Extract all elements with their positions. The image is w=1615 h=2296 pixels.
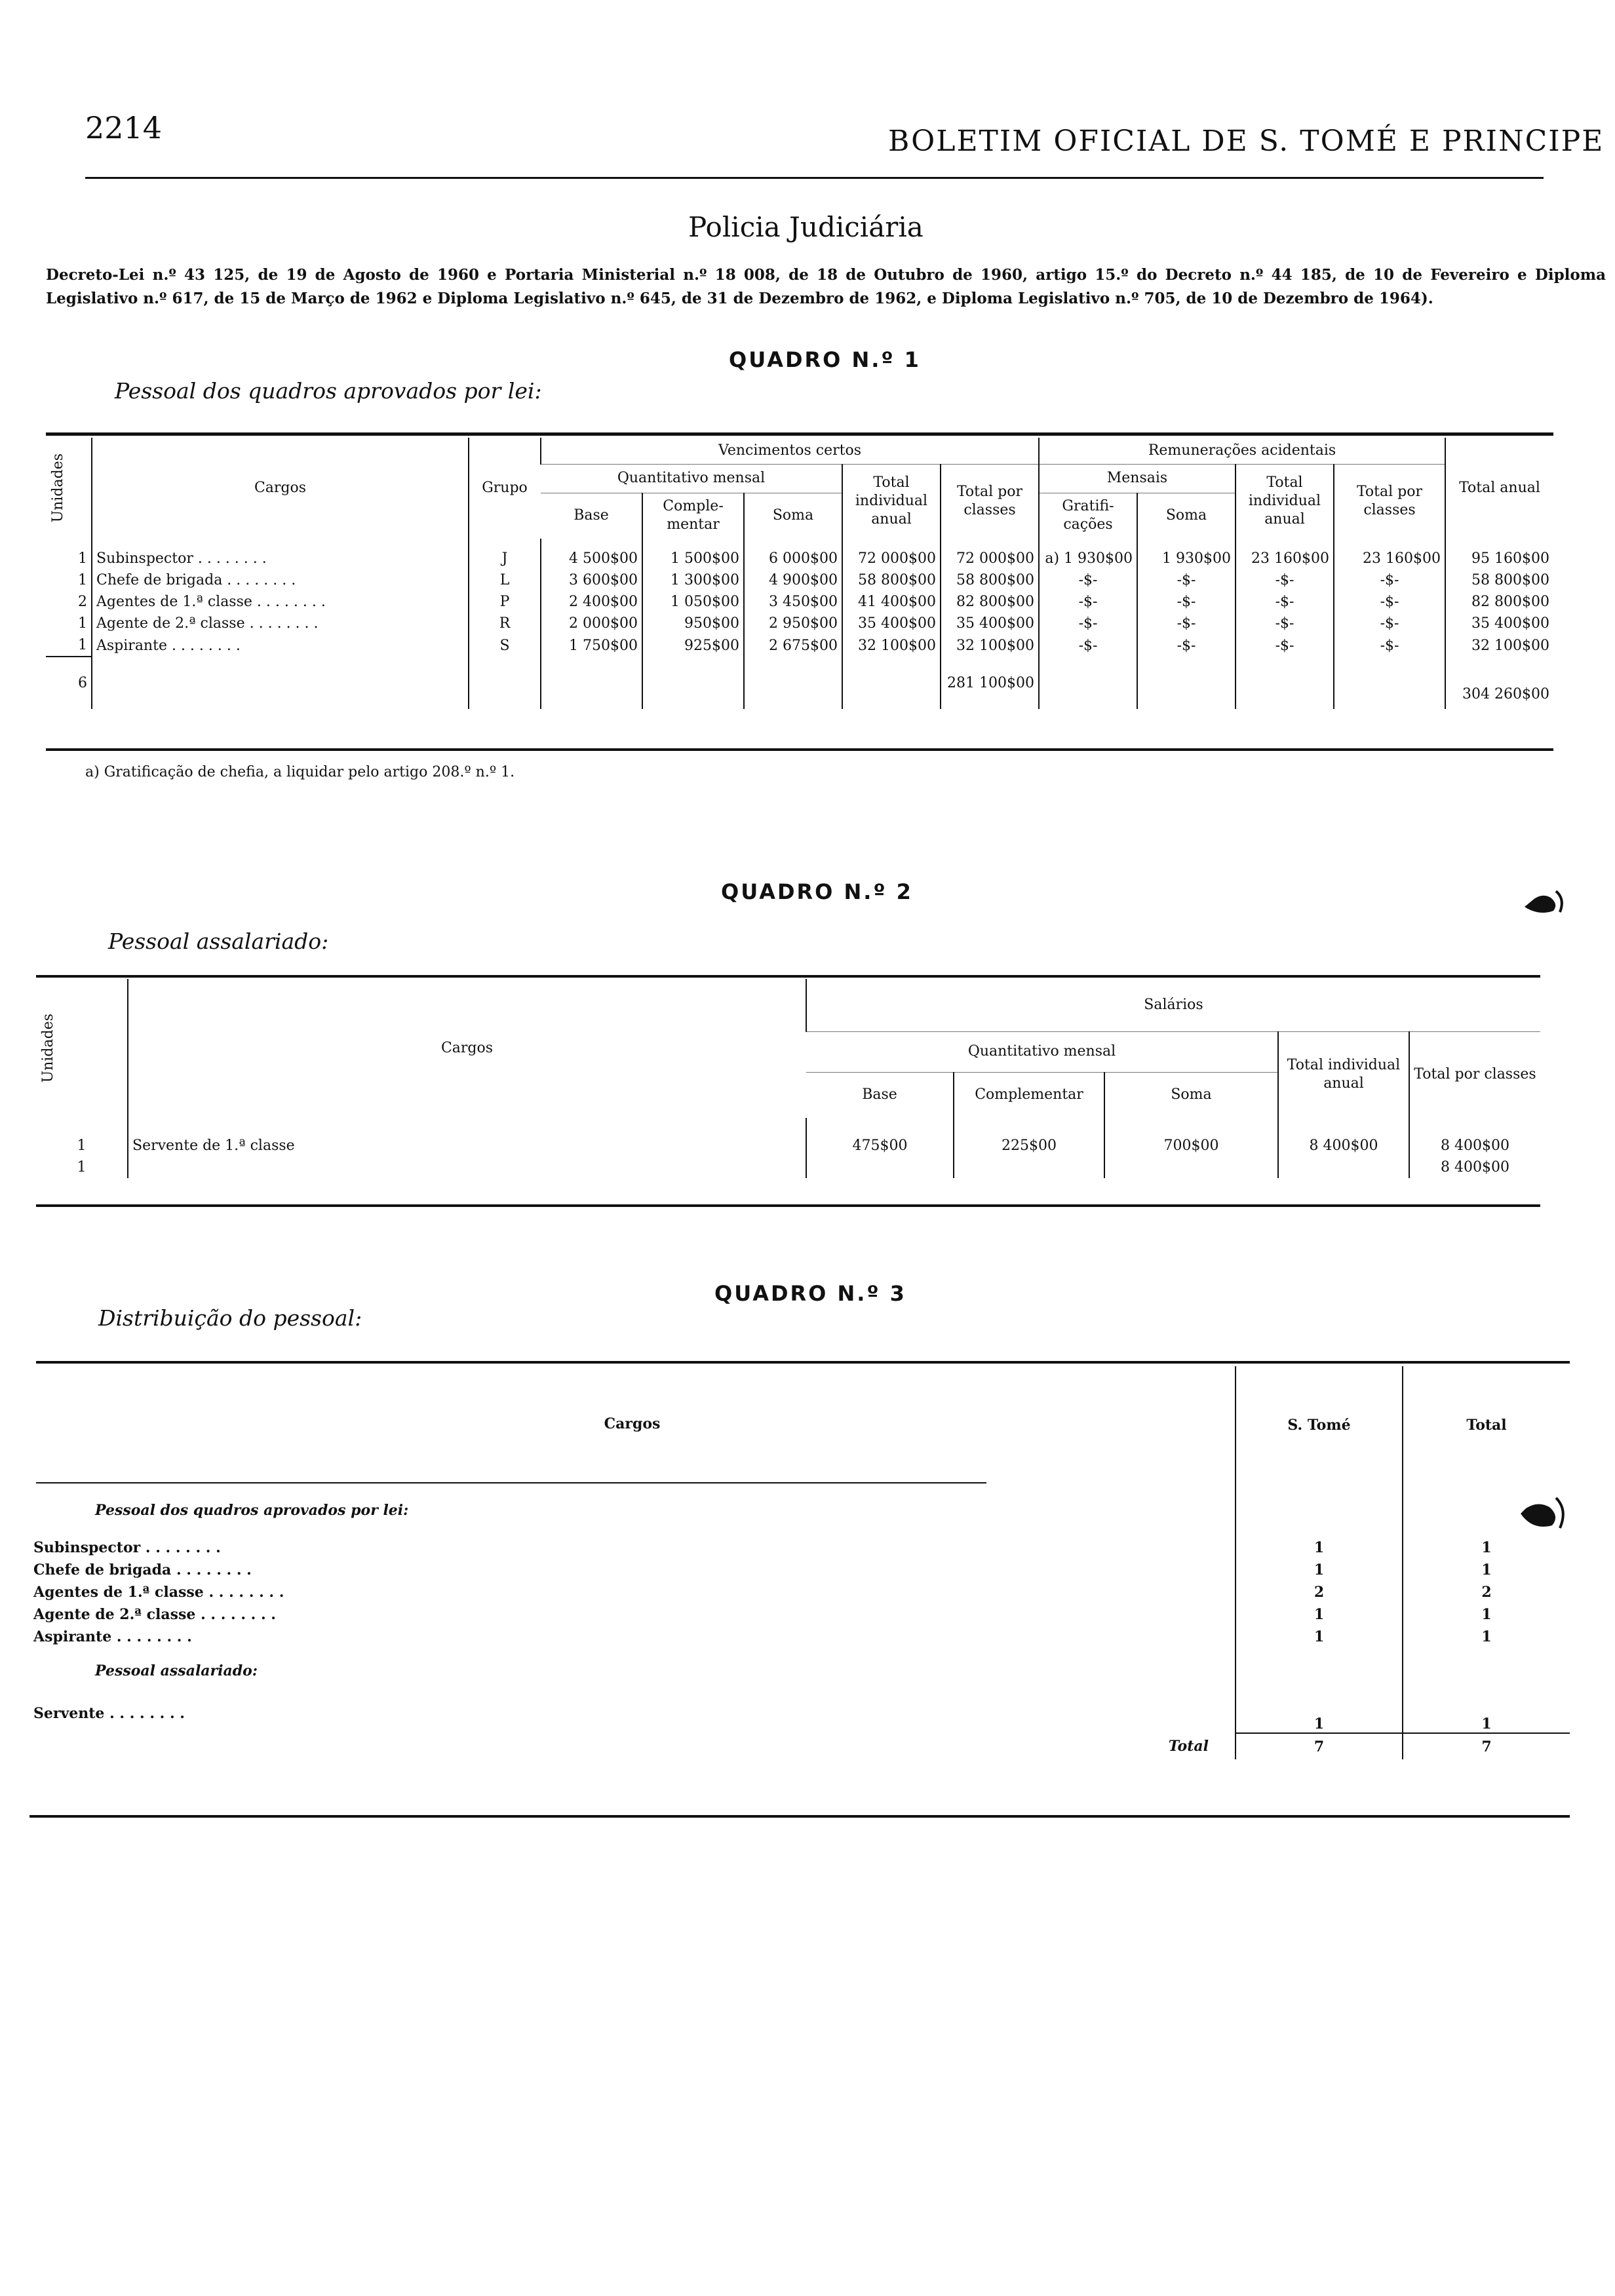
- quadro1-heading: QUADRO N.º 1: [729, 347, 921, 372]
- q1-header-mensais: Mensais: [1039, 464, 1236, 493]
- totals-row: 6 281 100$00 304 260$00: [46, 657, 1553, 709]
- table-row: 1 Subinspector . . . J 4 500$00 1 500$00 6 000$00 72 000$00 72 000$00 a) 1 930$00 1 930$00 23 160$00 23 160$00 95 160$00: [46, 548, 1553, 569]
- q1-header-soma: Soma: [744, 493, 842, 539]
- totals-row: Total 7 7: [29, 1733, 1570, 1759]
- q2-header-total-individual: Total individual anual: [1278, 1031, 1409, 1118]
- q3-header-cargos: Cargos: [604, 1415, 661, 1432]
- q2-header-cargos: Cargos: [128, 979, 806, 1118]
- quadro2-table: [36, 979, 1540, 1178]
- running-title: BOLETIM OFICIAL DE S. TOMÉ E PRINCIPE: [888, 124, 1605, 158]
- q1-header-total-anual: Total anual: [1445, 438, 1553, 539]
- totals-row: 1 8 400$00: [36, 1157, 1540, 1178]
- quadro2-caption: Pessoal assalariado:: [108, 928, 329, 954]
- quadro3-caption: Distribuição do pessoal:: [98, 1305, 362, 1331]
- table-row: Agentes de 1.ª classe . . . 2 2: [29, 1581, 1570, 1603]
- quadro1-footnote: a) Gratificação de chefia, a liquidar pelo artigo 208.º n.º 1.: [85, 764, 515, 780]
- q2-header-salarios: Salários: [806, 979, 1540, 1031]
- header-rule: [85, 177, 1544, 179]
- quadro1-table: [46, 438, 1553, 709]
- table-row: Agente de 2.ª classe . . . 1 1: [29, 1603, 1570, 1626]
- quadro3-table: [29, 1366, 1570, 1759]
- q1-header-total-individual: Total individual anual: [842, 464, 941, 539]
- quadro1-caption: Pessoal dos quadros aprovados por lei:: [115, 378, 542, 404]
- quadro2-heading: QUADRO N.º 2: [721, 879, 913, 904]
- quadro3-heading: QUADRO N.º 3: [714, 1281, 906, 1306]
- q2-header-soma: Soma: [1104, 1072, 1278, 1118]
- q1-header-grupo: Grupo: [469, 438, 541, 539]
- quadro3-header-underline: [36, 1482, 986, 1483]
- q3-header-s-tome: S. Tomé: [1236, 1366, 1403, 1484]
- table-row: 1 Aspirante . . . S 1 750$00 925$00 2 675$00 32 100$00 32 100$00 -$- -$- -$- -$- 32 100$00: [46, 634, 1553, 657]
- table-row: Aspirante . . . 1 1: [29, 1626, 1570, 1648]
- q1-header-total-individual2: Total individual anual: [1236, 464, 1334, 539]
- decree-reference: Decreto-Lei n.º 43 125, de 19 de Agosto de 1960 e Portaria Ministerial n.º 18 008, de 18 de Outubro de 1960, artigo 15.º do Decreto n.º 44 185, de 10 de Fevereiro e Diploma Legislativo n.º 617, de 15 de Março de 1962 e Diploma Legislativo n.º 645, de 31 de Dezembro de 1962, e Diploma Legislativo n.º 705, de 10 de Dezembro de 1964).: [46, 266, 1606, 307]
- table-row: Servente . . . 1 1: [29, 1694, 1570, 1733]
- q1-header-cargos: Cargos: [92, 438, 469, 539]
- q1-header-total-classes2: Total por classes: [1334, 464, 1445, 539]
- table-row: 1 Servente de 1.ª classe 475$00 225$00 700$00 8 400$00 8 400$00: [36, 1135, 1540, 1157]
- quadro1-bottom-rule: [46, 748, 1553, 751]
- q1-header-total-classes: Total por classes: [941, 464, 1039, 539]
- q1-header-vencimentos: Vencimentos certos: [541, 438, 1039, 464]
- q1-header-complementar: Comple-mentar: [642, 493, 744, 539]
- q1-header-gratificacoes: Gratifi-cações: [1039, 493, 1137, 539]
- q1-header-unidades: Unidades: [50, 453, 66, 523]
- q2-header-base: Base: [862, 1086, 897, 1103]
- q2-header-total-classes: Total por classes: [1409, 1031, 1540, 1118]
- section-title: Policia Judiciária: [688, 211, 924, 243]
- q1-header-quantitativo: Quantitativo mensal: [541, 464, 842, 493]
- quadro3-bottom-rule: [29, 1815, 1570, 1818]
- q1-header-soma2: Soma: [1137, 493, 1236, 539]
- q1-header-base: Base: [574, 507, 609, 524]
- table-row: Subinspector . . . 1 1: [29, 1537, 1570, 1559]
- quadro3-top-rule: [36, 1361, 1570, 1364]
- table-row: Chefe de brigada . . . 1 1: [29, 1559, 1570, 1581]
- q2-header-quantitativo: Quantitativo mensal: [806, 1031, 1278, 1072]
- table-row: 2 Agentes de 1.ª classe . . . P 2 400$00 1 050$00 3 450$00 41 400$00 82 800$00 -$- -$- -$- -$- 82 800$00: [46, 591, 1553, 613]
- quadro2-bottom-rule: [36, 1204, 1540, 1207]
- ink-stain-mark-2: [1514, 1487, 1573, 1540]
- q2-header-unidades: Unidades: [40, 1014, 56, 1083]
- q1-header-remuneracoes: Remunerações acidentais: [1039, 438, 1445, 464]
- ink-stain-mark: [1519, 878, 1572, 924]
- table-row: 1 Chefe de brigada . . . L 3 600$00 1 300$00 4 900$00 58 800$00 58 800$00 -$- -$- -$- -$- 58 800$00: [46, 569, 1553, 591]
- page-number: 2214: [85, 110, 163, 145]
- quadro2-top-rule: [36, 975, 1540, 978]
- q3-group-assalariado: Pessoal assalariado:: [95, 1662, 258, 1679]
- table-row: 1 Agente de 2.ª classe . . . R 2 000$00 950$00 2 950$00 35 400$00 35 400$00 -$- -$- -$- -$- 35 400$00: [46, 613, 1553, 634]
- q3-header-total: Total: [1403, 1366, 1570, 1484]
- q2-header-complementar: Complementar: [954, 1072, 1104, 1118]
- q3-group-quadros: Pessoal dos quadros aprovados por lei:: [95, 1502, 409, 1519]
- quadro1-top-rule: [46, 432, 1553, 436]
